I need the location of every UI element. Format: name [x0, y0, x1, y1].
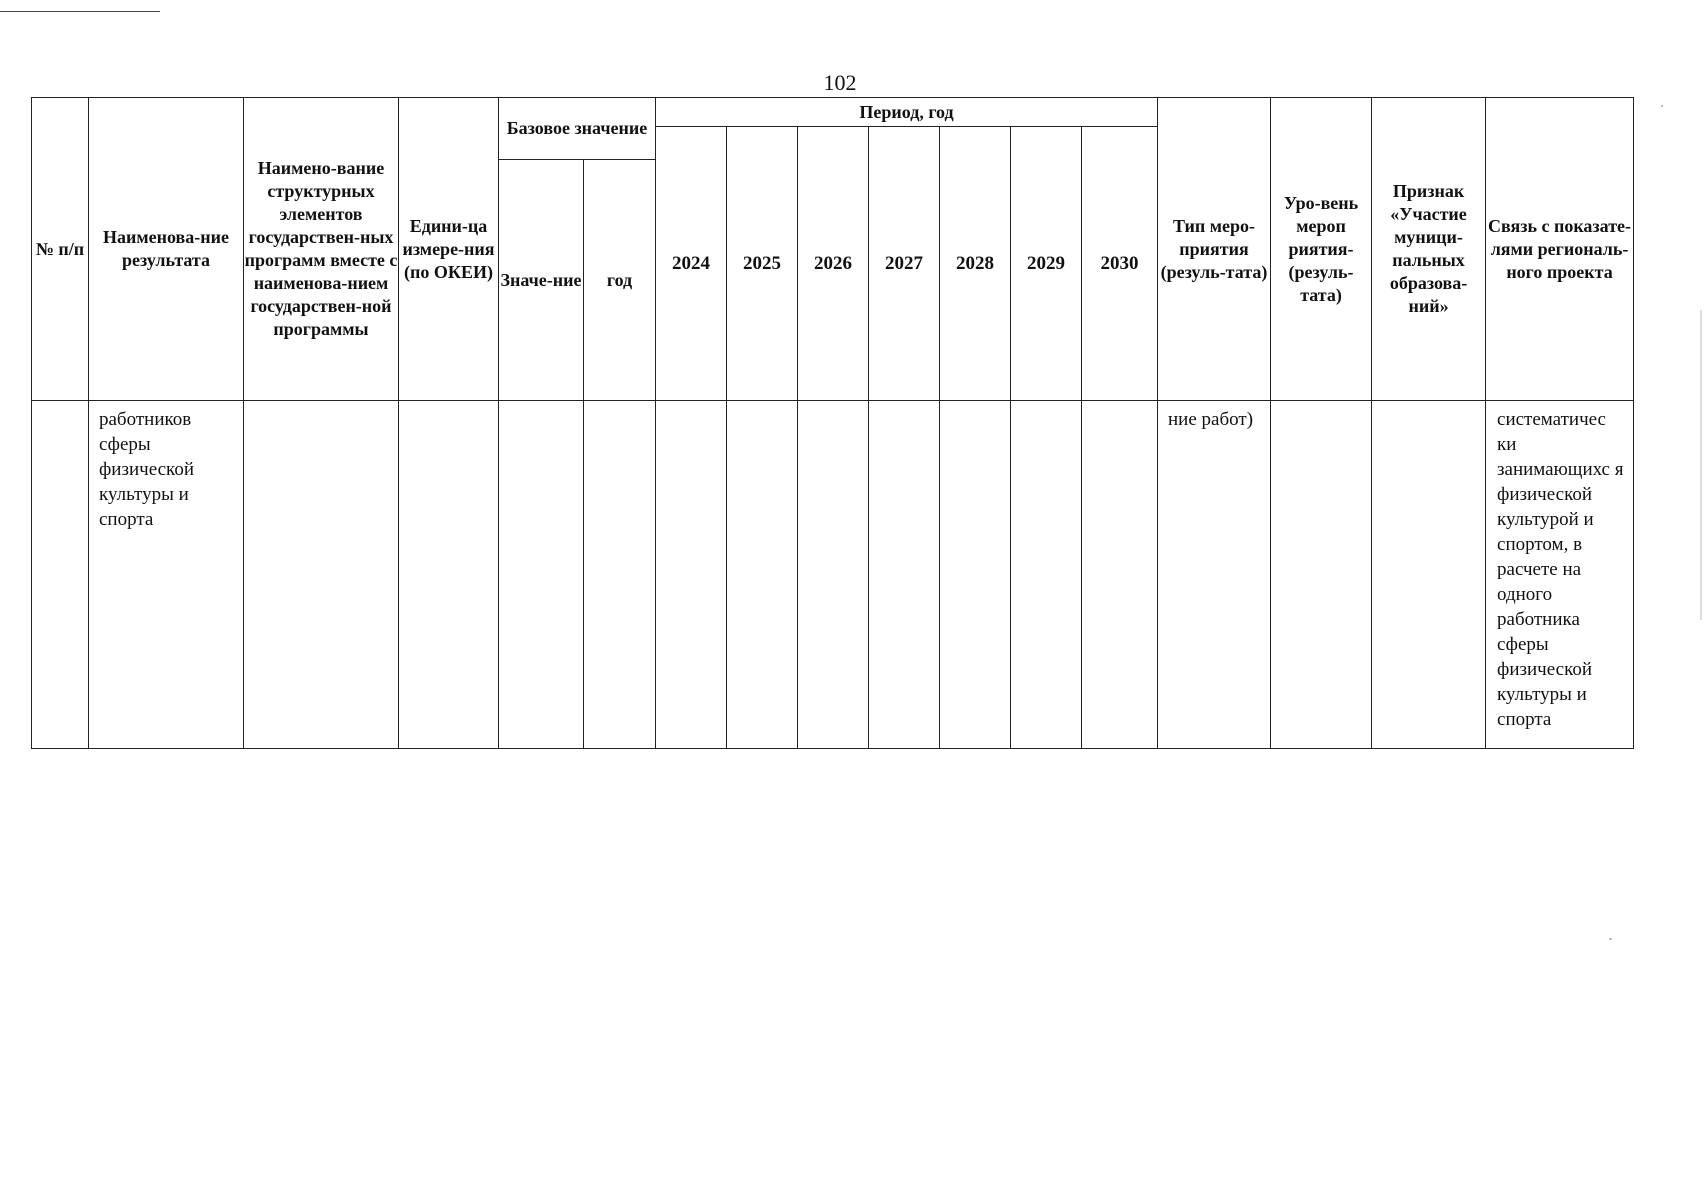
row-struct-elements-cell: [244, 401, 399, 749]
header-base-value: Базовое значение: [499, 98, 656, 160]
header-link: Связь с показате-лями региональ-ного проекта: [1486, 98, 1634, 401]
header-year-2027: 2027: [869, 127, 940, 401]
header-year-2029: 2029: [1011, 127, 1082, 401]
results-table: [31, 97, 1634, 749]
row-year-2028-cell: [940, 401, 1011, 749]
row-event-type-cell: ние работ): [1158, 401, 1271, 749]
header-municipal-flag: Признак «Участие муници-пальных образова-ний»: [1372, 98, 1486, 401]
row-year-2029-cell: [1011, 401, 1082, 749]
row-year-2024-cell: [656, 401, 727, 749]
row-year-2025-cell: [727, 401, 798, 749]
header-base-value-value: Значе-ние: [499, 160, 584, 401]
scan-speck: [1661, 105, 1663, 107]
header-period: Период, год: [656, 98, 1158, 127]
header-num: № п/п: [32, 98, 89, 401]
top-rule: [0, 11, 160, 12]
row-event-level-cell: [1271, 401, 1372, 749]
scan-speck: [1609, 938, 1612, 940]
header-unit: Едини-ца измере-ния (по ОКЕИ): [399, 98, 499, 401]
row-municipal-flag-cell: [1372, 401, 1486, 749]
page-number: 102: [823, 70, 857, 95]
header-year-2026: 2026: [798, 127, 869, 401]
header-result-name: Наименова-ние результата: [89, 98, 244, 401]
scan-speck: [1700, 310, 1702, 620]
header-year-2028: 2028: [940, 127, 1011, 401]
row-link-cell: систематичес ки занимающихс я физической культурой и спортом, в расчете на одного работника сферы физической культуры и спорта: [1486, 401, 1634, 749]
header-year-2030: 2030: [1082, 127, 1158, 401]
header-base-value-year: год: [584, 160, 656, 401]
row-base-year-cell: [584, 401, 656, 749]
header-struct-elements: Наимено-вание структурных элементов государствен-ных программ вместе с наименова-нием государствен-ной программы: [244, 98, 399, 401]
header-year-2025: 2025: [727, 127, 798, 401]
row-result-name-cell: работников сферы физической культуры и спорта: [89, 401, 244, 749]
row-num-cell: [32, 401, 89, 749]
row-base-value-cell: [499, 401, 584, 749]
row-year-2027-cell: [869, 401, 940, 749]
row-year-2026-cell: [798, 401, 869, 749]
row-year-2030-cell: [1082, 401, 1158, 749]
header-year-2024: 2024: [656, 127, 727, 401]
header-event-type: Тип меро-приятия (резуль-тата): [1158, 98, 1271, 401]
row-unit-cell: [399, 401, 499, 749]
header-event-level: Уро-вень мероп риятия-(резуль-тата): [1271, 98, 1372, 401]
